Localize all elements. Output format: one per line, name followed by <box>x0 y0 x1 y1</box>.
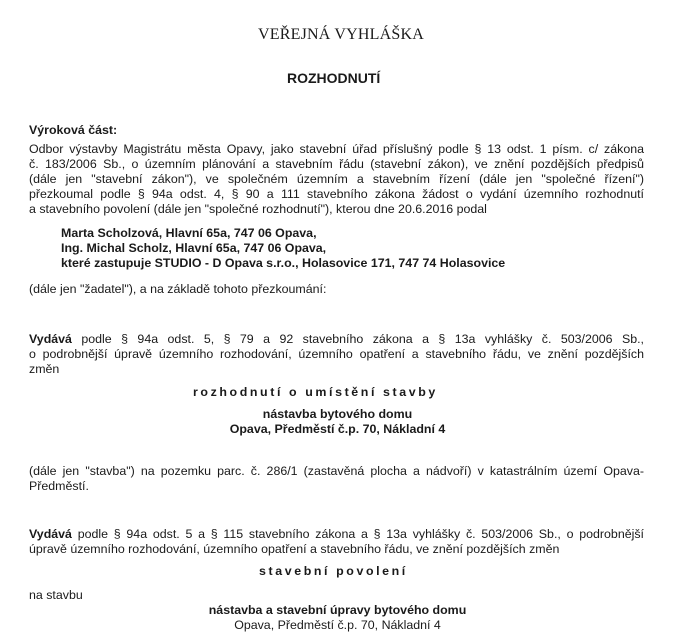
na-stavbu-label: na stavbu <box>29 588 83 602</box>
applicant-line: které zastupuje STUDIO - D Opava s.r.o., Holasovice 171, 747 74 Holasovice <box>61 256 506 270</box>
notice-title: VEŘEJNÁ VYHLÁŠKA <box>258 26 425 43</box>
intro-line: (dále jen "stavební zákon"), ve společném územním a stavebním řízení (dále jen "společné řízení") <box>29 172 644 186</box>
issue2-line: úpravě územního rozhodování, územního opatření a stavebního řádu, ve znění pozdějších změn <box>29 542 560 556</box>
parcel-line: (dále jen "stavba") na pozemku parc. č. 286/1 (zastavěná plocha a nádvoří) v katastrálním území Opava- <box>29 464 644 478</box>
issue2-line <box>29 527 644 542</box>
issue2-verb: Vydává <box>29 527 72 541</box>
applicant-line: Ing. Michal Scholz, Hlavní 65a, 747 06 Opava, <box>61 241 327 255</box>
building2-address: Opava, Předměstí č.p. 70, Nákladní 4 <box>234 618 441 632</box>
parcel-line: Předměstí. <box>29 479 89 493</box>
intro-line: Odbor výstavby Magistrátu města Opavy, jako stavební úřad příslušný podle § 13 odst. 1 písm. c/ zákona <box>29 142 644 156</box>
section-label: Výroková část: <box>29 123 118 137</box>
applicant-line: Marta Scholzová, Hlavní 65a, 747 06 Opava, <box>61 226 317 240</box>
applicant-note: (dále jen "žadatel"), a na základě tohoto přezkoumání: <box>29 282 327 296</box>
issue1-line: změn <box>29 362 60 376</box>
building-address: Opava, Předměstí č.p. 70, Nákladní 4 <box>229 422 446 436</box>
issue1-line: o podrobnější úpravě územního rozhodování, územního opatření a stavebního řádu, ve znění pozdějších <box>29 347 644 361</box>
intro-line: č. 183/2006 Sb., o územním plánování a stavebním řádu (stavební zákon), ve znění pozdějších předpisů <box>29 157 644 171</box>
issue1-verb: Vydává <box>29 332 72 346</box>
intro-line: přezkoumal podle § 94a odst. 4, § 90 a 111 stavebního zákona žádost o vydání územního rozhodnutí <box>29 187 644 201</box>
decision-heading-placement: rozhodnutí o umístění stavby <box>193 385 438 399</box>
issue2-line-text: podle § 94a odst. 5 a § 115 stavebního zákona a § 13a vyhlášky č. 503/2006 Sb., o podrobnější <box>71 527 644 541</box>
decision-title: ROZHODNUTÍ <box>287 70 381 86</box>
issue1-line-text: podle § 94a odst. 5, § 79 a 92 stavebního zákona a § 13a vyhlášky č. 503/2006 Sb., <box>71 332 644 346</box>
decision-heading-permit: stavební povolení <box>259 564 408 578</box>
building-title: nástavba bytového domu <box>262 407 413 421</box>
intro-line: a stavebního povolení (dále jen "společné rozhodnutí"), kterou dne 20.6.2016 podal <box>29 202 487 216</box>
building2-title: nástavba a stavební úpravy bytového domu <box>208 603 467 617</box>
issue1-line <box>29 332 644 347</box>
